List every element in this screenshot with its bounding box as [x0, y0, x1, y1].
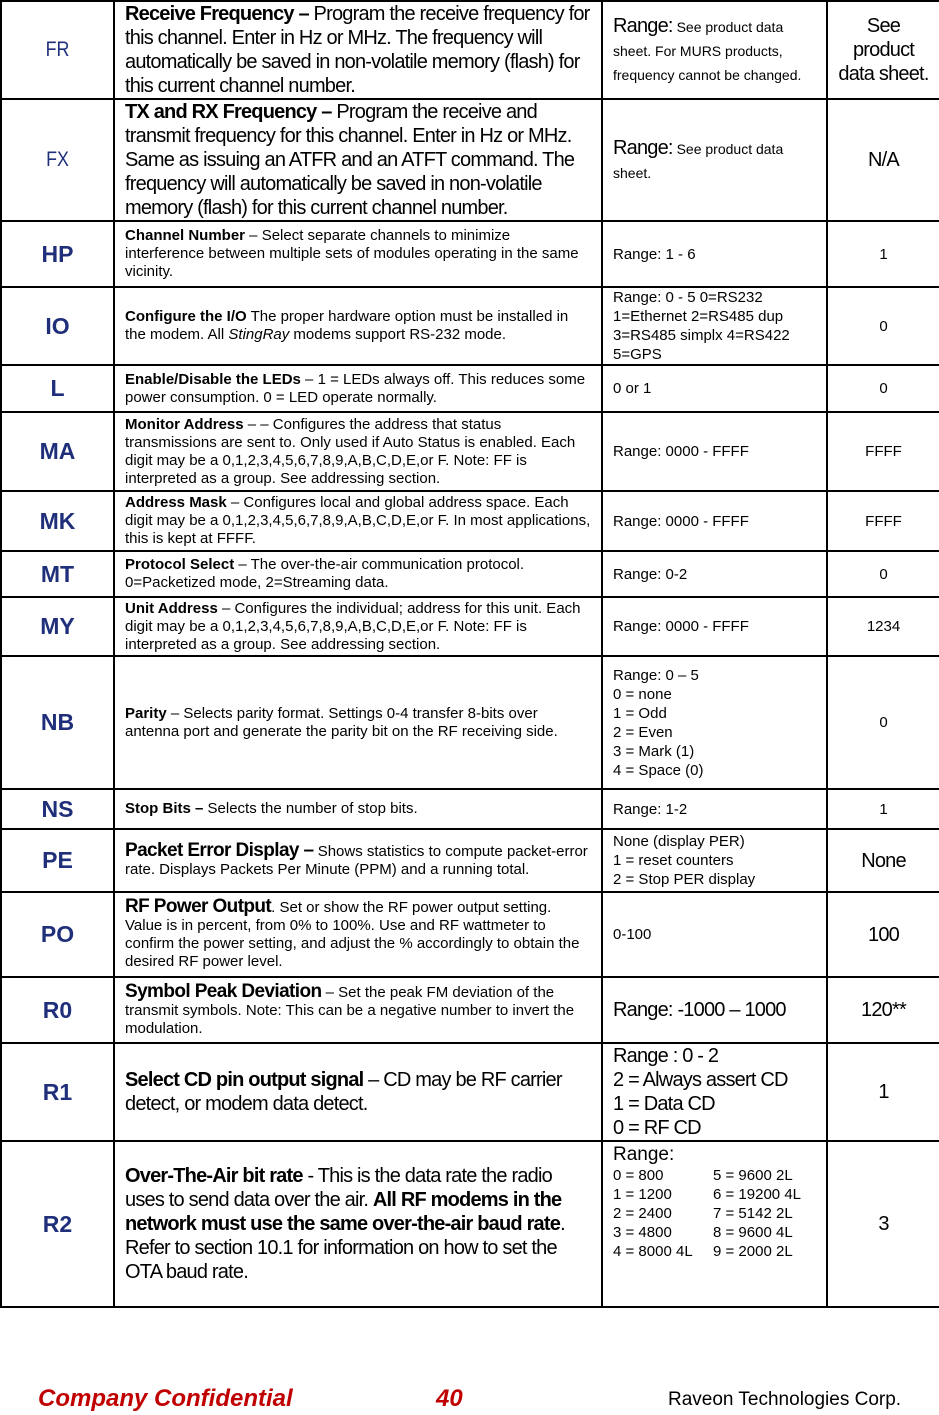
command-range: None (display PER) 1 = reset counters 2 = Stop PER display [602, 829, 827, 892]
command-default: FFFF [827, 412, 939, 491]
confidential-label: Company Confidential [38, 1385, 293, 1412]
command-code: FR [9, 1, 105, 99]
baud-rate-list: 0 = 800 5 = 9600 2L 1 = 1200 6 = 19200 4L 2 = 2400 7 = 5142 2L 3 = 4800 8 = 9600 4L 4 = 8000 4L 9 = 2000 2L [613, 1167, 802, 1260]
command-description: Receive Frequency – Program the receive frequency for this channel. Enter in Hz or MHz. The frequency will automatically be saved in non-volatile memory (flash) for this current channel number. [114, 1, 602, 99]
command-description: Protocol Select – The over-the-air communication protocol. 0=Packetized mode, 2=Streaming data. [114, 551, 602, 597]
command-range: Range: 1 - 6 [602, 221, 827, 287]
table-row [1, 287, 939, 365]
command-default: 0 [827, 551, 939, 597]
command-code: HP [1, 221, 114, 287]
command-default: 100 [827, 892, 939, 977]
command-code: PE [1, 829, 114, 892]
table-row [1, 551, 939, 597]
command-description: Symbol Peak Deviation – Set the peak FM deviation of the transmit symbols. Note: This can be a negative number to invert the modulation. [114, 977, 602, 1043]
command-description: Unit Address – Configures the individual; address for this unit. Each digit may be a 0,1,2,3,4,5,6,7,8,9,A,B,C,D,E,or F. Note: FF is interpreted as a group. See addressing section. [114, 597, 602, 656]
page-footer [0, 1385, 939, 1415]
command-range: Range : 0 - 2 2 = Always assert CD 1 = Data CD 0 = RF CD [602, 1043, 827, 1141]
command-range: 0-100 [602, 892, 827, 977]
table-row [1, 99, 939, 221]
command-range: Range: 1-2 [602, 789, 827, 829]
command-range: Range: 0 = 800 5 = 9600 2L 1 = 1200 6 = 19200 4L 2 = 2400 7 = 5142 2L 3 = 4800 8 = 9600 4L 4 = 8000 4L 9 = 2000 2L [602, 1141, 827, 1307]
command-code: L [1, 365, 114, 412]
command-default: 0 [827, 287, 939, 365]
command-description: TX and RX Frequency – Program the receive and transmit frequency for this channel. Enter in Hz or MHz. Same as issuing an ATFR and an ATFT command. The frequency will automatically be saved in non-volatile memory (flash) for this current channel number. [114, 99, 602, 221]
command-default: 120** [827, 977, 939, 1043]
command-code: MK [1, 491, 114, 551]
command-range: Range: 0000 - FFFF [602, 412, 827, 491]
command-description: Parity – Selects parity format. Settings 0-4 transfer 8-bits over antenna port and generate the parity bit on the RF receiving side. [114, 656, 602, 789]
table-row [1, 1141, 939, 1307]
table-row [1, 491, 939, 551]
page-number: 40 [436, 1385, 463, 1412]
table-row [1, 892, 939, 977]
command-description: Enable/Disable the LEDs – 1 = LEDs always off. This reduces some power consumption. 0 = LED operate normally. [114, 365, 602, 412]
command-description: RF Power Output. Set or show the RF power output setting. Value is in percent, from 0% to 100%. Use and RF wattmeter to confirm the power setting, and adjust the % accordingly to obtain the desired RF power level. [114, 892, 602, 977]
command-range: Range: 0000 - FFFF [602, 491, 827, 551]
command-description: Over-The-Air bit rate - This is the data rate the radio uses to send data over the air. All RF modems in the network must use the same over-the-air baud rate. Refer to section 10.1 for information on how to set the OTA baud rate. [114, 1141, 602, 1307]
command-range: Range: 0000 - FFFF [602, 597, 827, 656]
company-name: Raveon Technologies Corp. [668, 1389, 902, 1410]
table-row [1, 221, 939, 287]
table-row [1, 656, 939, 789]
command-default: 0 [827, 365, 939, 412]
command-description: Packet Error Display – Shows statistics to compute packet-error rate. Displays Packets Per Minute (PPM) and a running total. [114, 829, 602, 892]
command-code: R1 [1, 1043, 114, 1141]
command-range: Range: See product data sheet. For MURS products, frequency cannot be changed. [602, 1, 827, 99]
command-code: MA [1, 412, 114, 491]
command-default: None [827, 829, 939, 892]
command-code: MY [1, 597, 114, 656]
command-default: See product data sheet. [827, 1, 939, 99]
command-default: FFFF [827, 491, 939, 551]
command-range: Range: 0 – 5 0 = none 1 = Odd 2 = Even 3 = Mark (1) 4 = Space (0) [602, 656, 827, 789]
command-default: 1234 [827, 597, 939, 656]
command-code: R0 [1, 977, 114, 1043]
table-row [1, 977, 939, 1043]
command-default: 1 [827, 221, 939, 287]
command-description: Monitor Address – – Configures the address that status transmissions are sent to. Only used if Auto Status is enabled. Each digit may be a 0,1,2,3,4,5,6,7,8,9,A,B,C,D,E,or F. Note: FF is interpreted as a group. See addressing section. [114, 412, 602, 491]
table-row [1, 1, 939, 99]
command-code: IO [1, 287, 114, 365]
command-description: Configure the I/O The proper hardware option must be installed in the modem. All StingRay modems support RS-232 mode. [114, 287, 602, 365]
command-range: 0 or 1 [602, 365, 827, 412]
command-description: Select CD pin output signal – CD may be RF carrier detect, or modem data detect. [114, 1043, 602, 1141]
command-range: Range: -1000 – 1000 [602, 977, 827, 1043]
command-default: 1 [827, 1043, 939, 1141]
command-code: MT [1, 551, 114, 597]
command-description: Stop Bits – Selects the number of stop bits. [114, 789, 602, 829]
command-default: 1 [827, 789, 939, 829]
command-code: NS [1, 789, 114, 829]
table-row [1, 789, 939, 829]
command-code: R2 [1, 1141, 114, 1307]
command-default: 3 [827, 1141, 939, 1307]
command-code: NB [1, 656, 114, 789]
command-description: Channel Number – Select separate channels to minimize interference between multiple sets of modules operating in the same vicinity. [114, 221, 602, 287]
command-code: PO [1, 892, 114, 977]
command-range: Range: 0-2 [602, 551, 827, 597]
command-range: Range: See product data sheet. [602, 99, 827, 221]
command-default: 0 [827, 656, 939, 789]
command-code: FX [9, 99, 105, 221]
table-row [1, 412, 939, 491]
table-row [1, 597, 939, 656]
command-description: Address Mask – Configures local and global address space. Each digit may be a 0,1,2,3,4,5,6,7,8,9,A,B,C,D,E,or F. In most applications, this is kept at FFFF. [114, 491, 602, 551]
command-range: Range: 0 - 5 0=RS232 1=Ethernet 2=RS485 dup 3=RS485 simplx 4=RS422 5=GPS [602, 287, 827, 365]
table-row [1, 1043, 939, 1141]
table-row [1, 365, 939, 412]
command-default: N/A [827, 99, 939, 221]
table-row [1, 829, 939, 892]
